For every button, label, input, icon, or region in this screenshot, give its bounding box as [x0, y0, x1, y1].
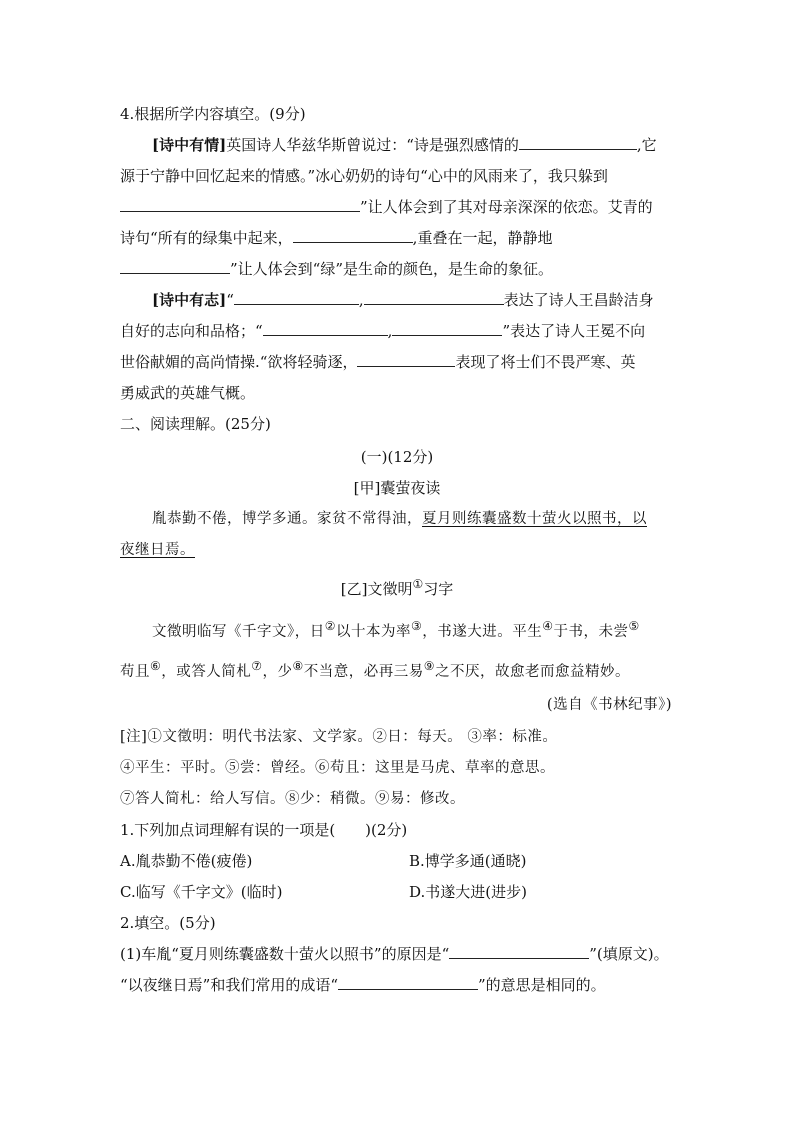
yi-text-2e: 之不厌，故愈老而愈益精妙。 — [435, 663, 631, 680]
qing-text-4a: 诗句“所有的绿集中起来， — [120, 229, 293, 247]
qing-text-4b: ,重叠在一起，静静地 — [412, 229, 553, 247]
q2-text-2b: ”的意思是相同的。 — [478, 976, 606, 994]
q1-option-d[interactable]: D.书遂大进(进步) — [409, 883, 527, 901]
q1-option-c[interactable]: C.临写《千字文》(临时) — [120, 883, 283, 901]
q1-option-b[interactable]: B.博学多通(通晓) — [409, 852, 527, 870]
q4-qing-line1 — [152, 135, 657, 155]
q4-qing-line2: 源于宁静中回忆起来的情感。”冰心奶奶的诗句“心中的风雨来了，我只躲到 — [120, 167, 608, 185]
yi-line2 — [120, 660, 630, 682]
q2-text-2a: “以夜继日焉”和我们常用的成语“ — [120, 976, 339, 994]
q2-line2 — [120, 975, 606, 995]
note-line2: ④平生：平时。⑤尝：曾经。⑥苟且：这里是马虎、草率的意思。 — [120, 760, 555, 776]
qing-text-1a: 英国诗人华兹华斯曾说过：“诗是强烈感情的 — [226, 136, 519, 154]
yi-text-2c: ，少 — [262, 663, 293, 680]
mark-6: ⑥ — [150, 659, 162, 673]
q2-line1 — [120, 944, 669, 964]
yi-text-1c: ，书遂大进。平生 — [422, 623, 543, 640]
jia-text-1a: 胤恭勤不倦，博学多通。家贫不常得油， — [152, 511, 422, 527]
q4-title: 4.根据所学内容填空。(9分) — [120, 105, 306, 123]
yi-text-2b: ，或答人简札 — [161, 663, 252, 680]
jia-line2 — [120, 540, 195, 560]
q2-stem: 2.填空。(5分) — [120, 914, 216, 932]
mark-4: ④ — [542, 619, 554, 633]
yi-source: (选自《书林纪事》) — [546, 697, 672, 713]
zhi-text-1b: , — [358, 291, 364, 309]
yi-title — [0, 578, 794, 599]
blank-zhi-4[interactable] — [392, 321, 502, 336]
q4-zhi-line3 — [120, 352, 635, 372]
blank-zhi-1[interactable] — [234, 290, 359, 305]
part1-title: (一)(12分) — [360, 448, 434, 466]
yi-title-a: [乙]文徵明 — [340, 580, 413, 598]
blank-qing-4[interactable] — [120, 259, 230, 274]
q4-qing-line4 — [120, 228, 552, 248]
mark-8: ⑧ — [292, 659, 304, 673]
jia-text-2: 夜继日焉。 — [120, 542, 195, 558]
blank-qing-2[interactable] — [120, 197, 360, 212]
q4-zhi-line1 — [152, 290, 654, 310]
yi-text-2a: 苟且 — [120, 663, 150, 680]
mark-9: ⑨ — [423, 659, 436, 673]
zhi-text-3a: 世俗献媚的高尚情操.“欲将轻骑逐， — [120, 353, 358, 371]
yi-text-2d: 不当意，必再三易 — [303, 663, 424, 680]
jia-line1 — [152, 509, 647, 529]
blank-q2-2[interactable] — [338, 975, 478, 990]
yi-title-b: 习字 — [423, 580, 454, 598]
q2-text-1a: (1)车胤“夏月则练囊盛数十萤火以照书”的原因是“ — [120, 945, 450, 963]
blank-q2-1[interactable] — [449, 944, 589, 959]
yi-text-1a: 文徵明临写《千字文》，日 — [152, 623, 325, 640]
q4-qing-line3 — [120, 197, 653, 217]
qing-label: [诗中有情] — [152, 136, 227, 154]
jia-title: [甲]囊萤夜读 — [353, 479, 441, 497]
yi-text-1d: 于书，未尝 — [553, 623, 629, 640]
q1-stem: 1.下列加点词理解有误的一项是( )(2分) — [120, 821, 408, 839]
q2-text-1b: ”(填原文)。 — [589, 945, 669, 963]
jia-text-1b: 夏月则练囊盛数十萤火以照书，以 — [422, 511, 647, 527]
note-line1: [注]①文徵明：明代书法家、文学家。②日：每天。 ③率：标准。 — [120, 729, 558, 745]
blank-qing-1[interactable] — [519, 135, 637, 150]
note-line3: ⑦答人简札：给人写信。⑧少：稍微。⑨易：修改。 — [120, 791, 465, 807]
q4-zhi-line2 — [120, 321, 645, 341]
section2-title: 二、阅读理解。(25分) — [120, 415, 271, 433]
zhi-text-2b: , — [387, 322, 393, 340]
mark-5: ⑤ — [628, 619, 640, 633]
yi-line1 — [152, 620, 640, 642]
zhi-text-2c: ”表达了诗人王冕不向 — [502, 322, 646, 340]
blank-zhi-5[interactable] — [357, 352, 455, 367]
q4-zhi-line4: 勇威武的英雄气概。 — [120, 384, 256, 402]
blank-zhi-2[interactable] — [364, 290, 504, 305]
mark-7: ⑦ — [251, 659, 263, 673]
zhi-text-2a: 自好的志向和品格；“ — [120, 322, 263, 340]
zhi-label: [诗中有志] — [152, 291, 227, 309]
yi-text-1b: 以十本为率 — [336, 623, 412, 640]
qing-text-1b: ,它 — [636, 136, 657, 154]
blank-qing-3[interactable] — [293, 228, 413, 243]
q4-qing-line5 — [120, 259, 553, 279]
qing-text-5: ”让人体会到“绿”是生命的颜色，是生命的象征。 — [230, 260, 554, 278]
q1-option-a[interactable]: A.胤恭勤不倦(疲倦) — [120, 852, 253, 870]
mark-3: ③ — [411, 619, 423, 633]
zhi-text-3b: 表现了将士们不畏严寒、英 — [455, 353, 636, 371]
mark-1: ① — [412, 577, 424, 591]
zhi-text-1c: 表达了诗人王昌龄洁身 — [503, 291, 654, 309]
mark-2: ② — [324, 619, 337, 633]
qing-text-3: ”让人体会到了其对母亲深深的依恋。艾青的 — [360, 198, 653, 216]
zhi-text-1a: “ — [226, 291, 234, 309]
blank-zhi-3[interactable] — [263, 321, 388, 336]
